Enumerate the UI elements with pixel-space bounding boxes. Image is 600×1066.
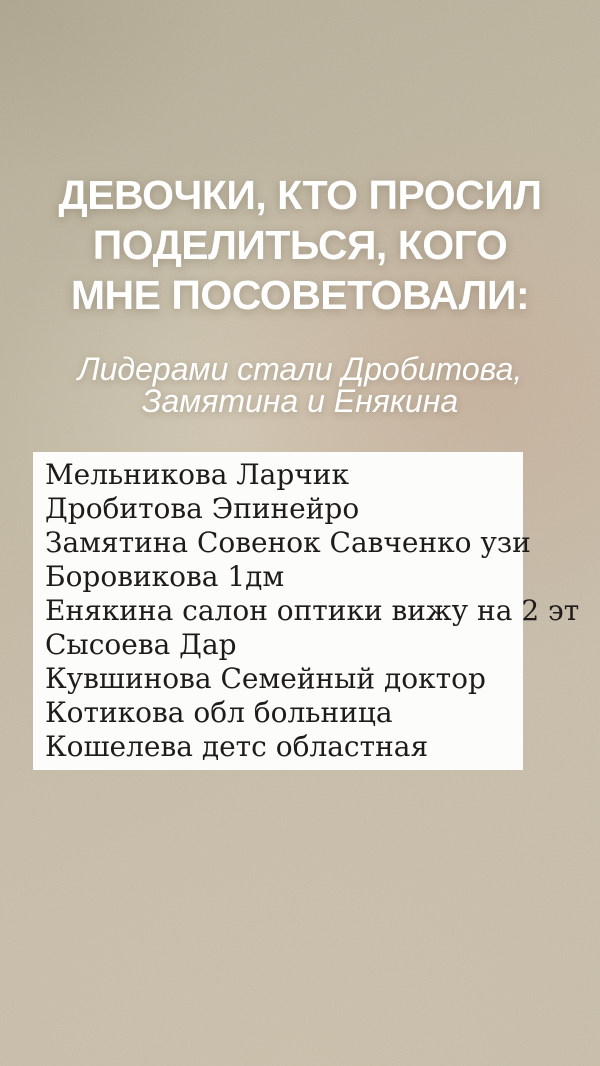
headline-line-2: ПОДЕЛИТЬСЯ, КОГО xyxy=(92,222,508,268)
recommendation-item: Кошелева детс областная xyxy=(45,730,429,763)
subtitle xyxy=(0,353,600,417)
recommendation-item: Сысоева Дар xyxy=(45,628,237,661)
recommendations-card xyxy=(33,452,580,770)
subtitle-line-2: Замятина и Енякина xyxy=(141,383,459,419)
subtitle-line-1: Лидерами стали Дробитова, xyxy=(77,351,523,387)
headline-line-1: ДЕВОЧКИ, КТО ПРОСИЛ xyxy=(58,172,542,218)
recommendation-item: Енякина салон оптики вижу на 2 эт xyxy=(45,594,580,627)
recommendation-item: Мельникова Ларчик xyxy=(45,458,349,491)
headline-line-3: МНЕ ПОСОВЕТОВАЛИ: xyxy=(70,272,530,318)
headline xyxy=(0,170,600,320)
recommendation-item: Кувшинова Семейный доктор xyxy=(45,662,486,695)
recommendation-item: Боровикова 1дм xyxy=(45,560,285,593)
recommendation-item: Дробитова Эпинейро xyxy=(45,492,360,525)
recommendation-item: Котикова обл больница xyxy=(45,696,393,729)
recommendation-item: Замятина Совенок Савченко узи xyxy=(45,526,531,559)
